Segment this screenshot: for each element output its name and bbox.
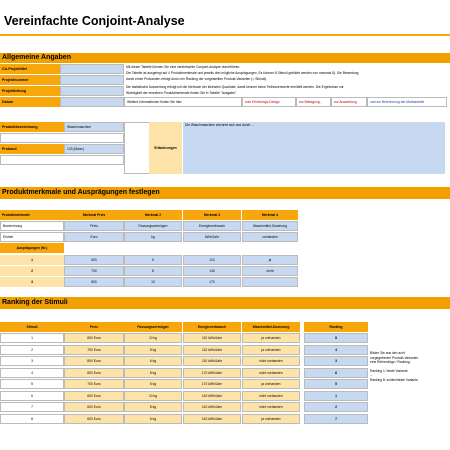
feature-unit-3[interactable]: kWh/Jahr: [183, 232, 241, 242]
price-cell: 600 Euro: [64, 414, 124, 424]
detergent-cell: nicht vorhanden: [242, 356, 300, 366]
energy-cell: 140 kWh/Jahr: [183, 391, 241, 401]
general-header: Allgemeine Angaben: [0, 53, 450, 63]
detergent-cell: ja vorhanden: [242, 345, 300, 355]
ranking-header: Ranking der Stimuli: [0, 297, 450, 309]
proband-field[interactable]: 123 (Maier): [64, 144, 124, 154]
energy-cell: 170 kWh/Jahr: [183, 379, 241, 389]
features-col-header-1: Merkmal Preis: [64, 210, 124, 220]
project-number-field[interactable]: [60, 75, 124, 85]
price-cell: 700 Euro: [64, 379, 124, 389]
level-2-feature-2[interactable]: 8: [124, 266, 182, 276]
detergent-cell: ja vorhanden: [242, 414, 300, 424]
ranking-note-line: vorgegebenen Produkt-Varianten: [370, 355, 419, 360]
link-market-share[interactable]: und zur Berechnung der Marktanteile.: [367, 97, 447, 107]
capacity-cell: 10 kg: [124, 391, 182, 401]
capacity-cell: 6 kg: [124, 379, 182, 389]
level-2-feature-1[interactable]: 700: [64, 266, 124, 276]
features-col-header-4: Merkmal 4: [242, 210, 298, 220]
level-1-feature-1[interactable]: 600: [64, 255, 124, 265]
stimulus-nr: 5: [0, 379, 64, 389]
levels-label: Ausprägungen (Nr.): [0, 243, 64, 253]
desc-line-2: Die Tabelle ist ausgelegt auf 4 Produktmerkmale und jeweils drei mögliche Ausprägungen. Es können 8 Stimuli gebildet werden von maximal 8). Die Bewertung: [126, 71, 359, 75]
rank-input[interactable]: 4: [304, 345, 368, 355]
ranking-col-capacity: Fassungsvermögen: [124, 322, 182, 332]
energy-cell: 110 kWh/Jahr: [183, 356, 241, 366]
product-empty-row: [0, 133, 124, 143]
desc-line-3: durch einen Probanden erfolgt durch ein Ranking der vorgestellten Produkt-Varianten (= Stimuli).: [126, 77, 268, 81]
row-label-name: Bezeichnung: [0, 221, 64, 231]
feature-name-4[interactable]: Waschmittel-Dosierung: [242, 221, 298, 231]
label-project-number: Projektnummer: [0, 75, 60, 85]
rank-input[interactable]: 1: [304, 391, 368, 401]
features-col-header-0: Produktmerkmale: [0, 210, 64, 220]
stimulus-nr: 8: [0, 414, 64, 424]
row-label-unit: Einheit: [0, 232, 64, 242]
ranking-note-line: ...: [370, 373, 373, 378]
explain-label: Erläuterungen: [149, 122, 182, 174]
price-cell: 800 Euro: [64, 333, 124, 343]
link-survey[interactable]: zur Befragung,: [296, 97, 331, 107]
level-1-feature-2[interactable]: 6: [124, 255, 182, 265]
energy-cell: 110 kWh/Jahr: [183, 345, 241, 355]
detergent-cell: ja vorhanden: [242, 379, 300, 389]
price-cell: 800 Euro: [64, 356, 124, 366]
stimulus-nr: 6: [0, 391, 64, 401]
rank-input[interactable]: 5: [304, 379, 368, 389]
link-evaluation[interactable]: zur Auswertung: [331, 97, 367, 107]
capacity-cell: 8 kg: [124, 368, 182, 378]
desc-line-5: Wichtigkeit der einzelnen Produktmerkmale finden Sie in Tabelle "Ausgabe".: [126, 91, 237, 95]
date-field[interactable]: [60, 97, 124, 107]
level-nr-3: 3: [0, 277, 64, 287]
feature-name-1[interactable]: Preis: [64, 221, 124, 231]
ranking-col-stimuli: Stimuli: [0, 322, 64, 332]
rank-input[interactable]: 2: [304, 402, 368, 412]
ranking-col-energy: Energieverbrauch: [183, 322, 241, 332]
ranking-note-line: eine Reihenfolge / Ranking:: [370, 360, 411, 365]
level-1-feature-3[interactable]: 110: [183, 255, 241, 265]
link-design[interactable]: zum Erhebungs-Design,: [242, 97, 296, 107]
stimulus-nr: 7: [0, 402, 64, 412]
price-cell: 800 Euro: [64, 368, 124, 378]
feature-name-3[interactable]: Energieverbrauch: [183, 221, 241, 231]
desc-line-4: Die statistische Auswertung erfolgt mit der Methode der kleinsten Quadrate, damit können keine Teilnutzenwerte ermittelt werden. Die Ergebnisse zur: [126, 85, 344, 89]
detergent-cell: nicht vorhanden: [242, 368, 300, 378]
proband-empty-row: [0, 155, 124, 165]
product-name-field[interactable]: Waschmaschine: [64, 122, 124, 132]
rank-input[interactable]: 3: [304, 356, 368, 366]
stimulus-nr: 3: [0, 356, 64, 366]
price-cell: 600 Euro: [64, 391, 124, 401]
rank-input[interactable]: 7: [304, 414, 368, 424]
price-cell: 700 Euro: [64, 345, 124, 355]
desc-line-1: Mit dieser Tabelle können Sie eine vereinfachte Conjoint-Analyse durchführen.: [126, 65, 241, 69]
features-col-header-2: Merkmal 2: [124, 210, 182, 220]
project-lead-field[interactable]: [60, 86, 124, 96]
rank-input[interactable]: 6: [304, 368, 368, 378]
energy-cell: 140 kWh/Jahr: [183, 402, 241, 412]
ranking-col-price: Preis: [64, 322, 124, 332]
level-1-feature-4[interactable]: ja: [242, 255, 298, 265]
feature-unit-4[interactable]: vorhanden: [242, 232, 298, 242]
capacity-cell: 10 kg: [124, 333, 182, 343]
detergent-cell: nicht vorhanden: [242, 402, 300, 412]
features-header: Produktmerkmale und Ausprägungen festlegen: [0, 187, 450, 199]
capacity-cell: 8 kg: [124, 345, 182, 355]
label-product: Produktbezeichnung: [0, 122, 64, 132]
level-3-feature-2[interactable]: 10: [124, 277, 182, 287]
energy-cell: 170 kWh/Jahr: [183, 368, 241, 378]
level-3-feature-4[interactable]: [242, 277, 298, 287]
rank-input[interactable]: 8: [304, 333, 368, 343]
capacity-cell: 6 kg: [124, 356, 182, 366]
ranking-note-line: Ranking 1: beste Variante: [370, 368, 408, 373]
label-date: Datum: [0, 97, 60, 107]
project-title-field[interactable]: [60, 64, 124, 74]
energy-cell: 140 kWh/Jahr: [183, 414, 241, 424]
level-2-feature-4[interactable]: nicht: [242, 266, 298, 276]
capacity-cell: 6 kg: [124, 414, 182, 424]
level-2-feature-3[interactable]: 140: [183, 266, 241, 276]
stimulus-nr: 4: [0, 368, 64, 378]
detergent-cell: nicht vorhanden: [242, 391, 300, 401]
stimulus-nr: 2: [0, 345, 64, 355]
page-title: Vereinfachte Conjoint-Analyse: [4, 14, 185, 28]
ranking-note: [368, 350, 448, 410]
capacity-cell: 8 kg: [124, 402, 182, 412]
detergent-cell: ja vorhanden: [242, 333, 300, 343]
feature-name-2[interactable]: Fassungsvermögen: [124, 221, 182, 231]
explain-text-field[interactable]: Die Waschmaschine zeichnet sich aus durch ...: [183, 122, 445, 174]
feature-unit-1[interactable]: Euro: [64, 232, 124, 242]
ranking-col-rank: Ranking: [304, 322, 368, 332]
ranking-note-line: Bilden Sie aus den acht: [370, 351, 405, 355]
label-project-title: CA-Projekttitel: [0, 64, 60, 74]
label-proband: Proband: [0, 144, 64, 154]
ranking-col-detergent: Waschmittel-Dosierung: [242, 322, 300, 332]
title-underline: [0, 34, 450, 36]
ranking-note-line: Ranking 8: schlechteste Variante: [370, 377, 418, 382]
level-nr-1: 1: [0, 255, 64, 265]
level-3-feature-1[interactable]: 800: [64, 277, 124, 287]
feature-unit-2[interactable]: kg: [124, 232, 182, 242]
level-nr-2: 2: [0, 266, 64, 276]
level-3-feature-3[interactable]: 170: [183, 277, 241, 287]
price-cell: 600 Euro: [64, 402, 124, 412]
energy-cell: 110 kWh/Jahr: [183, 333, 241, 343]
features-col-header-3: Merkmal 3: [183, 210, 241, 220]
label-project-lead: Projektleitung: [0, 86, 60, 96]
stimulus-nr: 1: [0, 333, 64, 343]
links-intro: Weitere Informationen finden Sie hier:: [124, 97, 242, 107]
